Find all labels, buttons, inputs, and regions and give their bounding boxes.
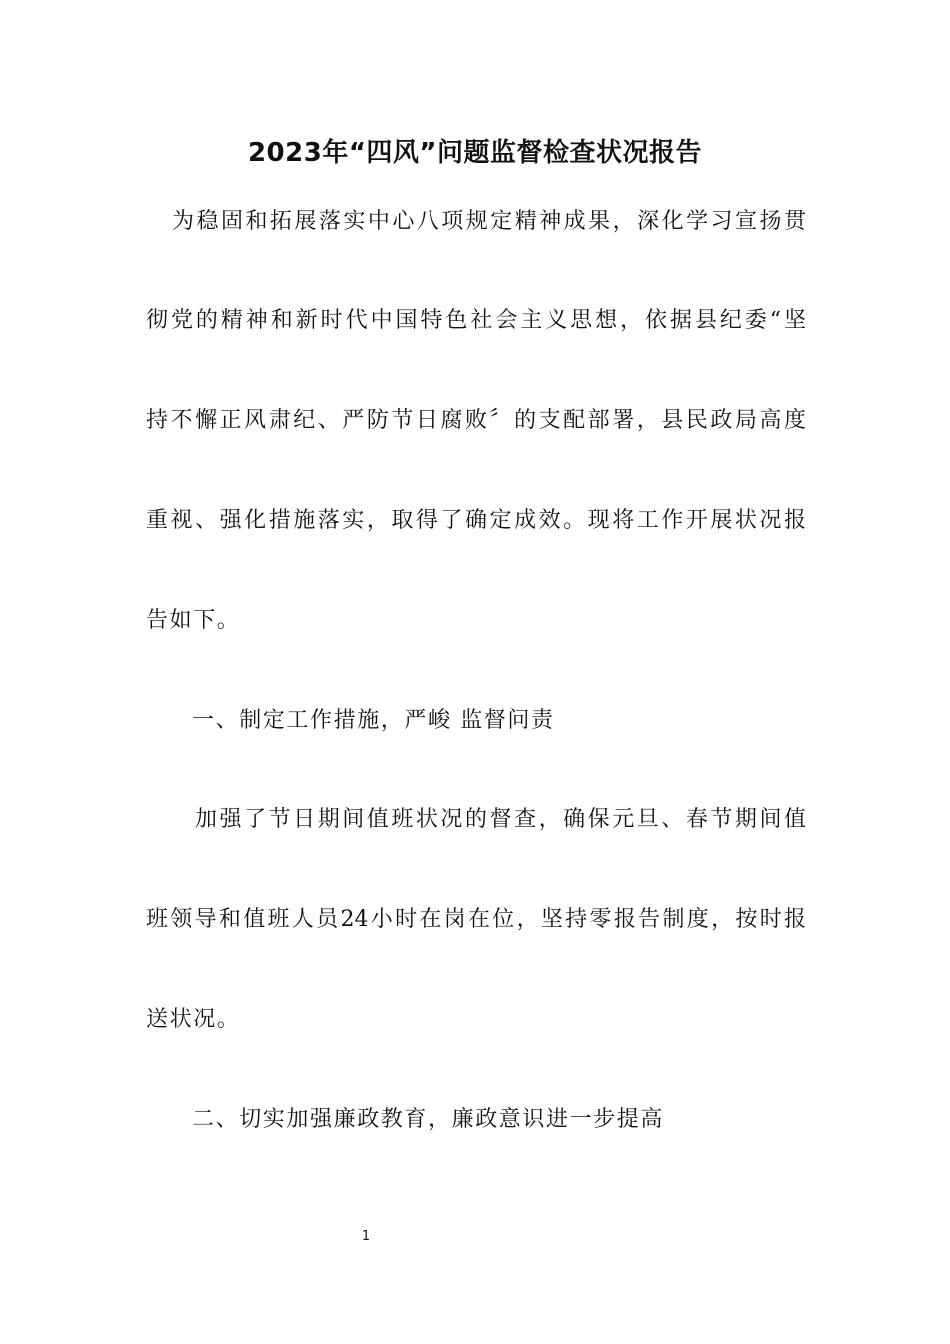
section-heading: 二、切实加强廉政教育，廉政意识进一步提高 — [192, 1107, 665, 1132]
paragraph-line: 班领导和值班人员24小时在岗在位，坚持零报告制度，按时报 — [146, 907, 806, 932]
page-number: 1 — [361, 1229, 371, 1244]
document-title: 2023年“四风”问题监督检查状况报告 — [247, 138, 703, 168]
paragraph-line: 重视、强化措施落实，取得了确定成效。现将工作开展状况报 — [146, 508, 806, 533]
paragraph-line: 为稳固和拓展落实中心八项规定精神成果，深化学习宣扬贯 — [172, 209, 806, 234]
paragraph-line: 送状况。 — [146, 1007, 241, 1032]
paragraph-line: 告如下。 — [146, 608, 241, 633]
section-heading: 一、制定工作措施，严峻 监督问责 — [192, 708, 555, 733]
paragraph-line: 彻党的精神和新时代中国特色社会主义思想，依据县纪委“坚 — [146, 308, 806, 333]
paragraph-line: 持不懈正风肃纪、严防节日腐败〞的支配部署，县民政局高度 — [146, 408, 806, 433]
paragraph-line: 加强了节日期间值班状况的督查，确保元旦、春节期间值 — [195, 807, 806, 832]
